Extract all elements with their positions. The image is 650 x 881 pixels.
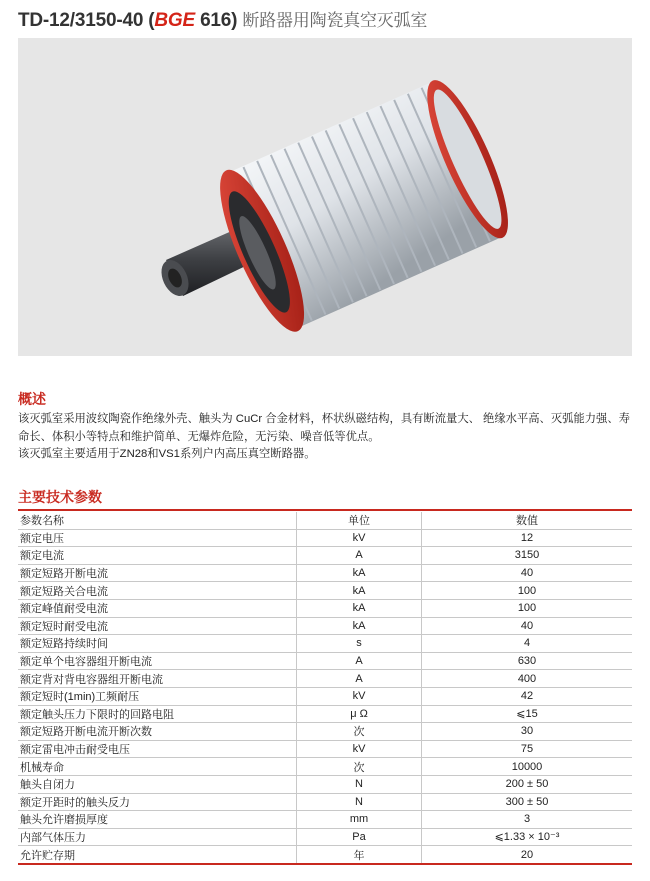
param-name-cell: 额定电流 xyxy=(18,547,297,565)
param-name-cell: 触头自闭力 xyxy=(18,775,297,793)
param-value-cell: 10000 xyxy=(422,758,633,776)
header-cell-unit: 单位 xyxy=(297,512,422,529)
param-value-cell: 40 xyxy=(422,617,633,635)
header-cell-name: 参数名称 xyxy=(18,512,297,529)
param-name-cell: 额定短时耐受电流 xyxy=(18,617,297,635)
table-top-rule xyxy=(18,509,632,511)
param-unit-cell: kV xyxy=(297,687,422,705)
param-name-cell: 额定短路开断电流 xyxy=(18,564,297,582)
param-unit-cell: A xyxy=(297,547,422,565)
param-value-cell: 75 xyxy=(422,740,633,758)
param-unit-cell: 年 xyxy=(297,846,422,864)
table-row xyxy=(18,529,632,547)
param-unit-cell: N xyxy=(297,775,422,793)
product-name: 断路器用陶瓷真空灭弧室 xyxy=(242,11,428,30)
param-value-cell: 4 xyxy=(422,635,633,653)
table-row xyxy=(18,811,632,829)
param-unit-cell: kA xyxy=(297,599,422,617)
param-value-cell: 40 xyxy=(422,564,633,582)
param-value-cell: 630 xyxy=(422,652,633,670)
param-name-cell: 额定峰值耐受电流 xyxy=(18,599,297,617)
table-row xyxy=(18,599,632,617)
model-label: TD-12/3150-40 ( xyxy=(18,10,155,31)
param-unit-cell: kA xyxy=(297,617,422,635)
param-name-cell: 机械寿命 xyxy=(18,758,297,776)
table-header-row xyxy=(18,512,632,529)
table-row xyxy=(18,564,632,582)
table-row xyxy=(18,670,632,688)
table-row xyxy=(18,547,632,565)
table-row xyxy=(18,775,632,793)
table-row xyxy=(18,652,632,670)
param-name-cell: 内部气体压力 xyxy=(18,828,297,846)
param-value-cell: 300 ± 50 xyxy=(422,793,633,811)
param-value-cell: 30 xyxy=(422,723,633,741)
param-unit-cell: A xyxy=(297,670,422,688)
param-value-cell: 20 xyxy=(422,846,633,864)
header-cell-value: 数值 xyxy=(422,512,633,529)
brand-logo-text: BGE xyxy=(154,10,195,31)
param-name-cell: 允许贮存期 xyxy=(18,846,297,864)
table-row xyxy=(18,617,632,635)
overview-paragraph: 该灭弧室主要适用于ZN28和VS1系列户内高压真空断路器。 xyxy=(18,448,316,460)
table-row xyxy=(18,793,632,811)
param-unit-cell: 次 xyxy=(297,758,422,776)
param-unit-cell: 次 xyxy=(297,723,422,741)
param-unit-cell: Pa xyxy=(297,828,422,846)
param-name-cell: 额定触头压力下限时的回路电阻 xyxy=(18,705,297,723)
param-name-cell: 额定开距时的触头反力 xyxy=(18,793,297,811)
table-row xyxy=(18,740,632,758)
params-heading: 主要技术参数 xyxy=(18,489,102,505)
model-code: 616) xyxy=(194,10,238,31)
param-value-cell: 100 xyxy=(422,582,633,600)
param-unit-cell: s xyxy=(297,635,422,653)
overview-text xyxy=(18,411,633,464)
param-name-cell: 额定单个电容器组开断电流 xyxy=(18,652,297,670)
table-row xyxy=(18,828,632,846)
param-unit-cell: μ Ω xyxy=(297,705,422,723)
vacuum-interrupter-illustration xyxy=(18,38,632,356)
param-unit-cell: kA xyxy=(297,582,422,600)
param-unit-cell: N xyxy=(297,793,422,811)
table-row xyxy=(18,758,632,776)
param-value-cell: 3150 xyxy=(422,547,633,565)
param-value-cell: 42 xyxy=(422,687,633,705)
param-value-cell: 200 ± 50 xyxy=(422,775,633,793)
page-title xyxy=(18,6,427,32)
param-value-cell: 12 xyxy=(422,529,633,547)
param-unit-cell: kV xyxy=(297,740,422,758)
param-value-cell: ⩽1.33 × 10⁻³ xyxy=(422,828,633,846)
param-name-cell: 额定短路持续时间 xyxy=(18,635,297,653)
param-unit-cell: kV xyxy=(297,529,422,547)
table-row xyxy=(18,723,632,741)
param-name-cell: 额定短路开断电流开断次数 xyxy=(18,723,297,741)
param-name-cell: 额定短时(1min)工频耐压 xyxy=(18,687,297,705)
table-row xyxy=(18,705,632,723)
param-unit-cell: A xyxy=(297,652,422,670)
param-unit-cell: kA xyxy=(297,564,422,582)
param-value-cell: 3 xyxy=(422,811,633,829)
param-value-cell: 400 xyxy=(422,670,633,688)
param-name-cell: 额定雷电冲击耐受电压 xyxy=(18,740,297,758)
overview-heading: 概述 xyxy=(18,391,46,407)
param-name-cell: 触头允许磨损厚度 xyxy=(18,811,297,829)
table-row xyxy=(18,846,632,864)
table-row xyxy=(18,582,632,600)
params-table xyxy=(18,512,632,865)
param-name-cell: 额定短路关合电流 xyxy=(18,582,297,600)
param-value-cell: 100 xyxy=(422,599,633,617)
param-name-cell: 额定电压 xyxy=(18,529,297,547)
param-unit-cell: mm xyxy=(297,811,422,829)
param-name-cell: 额定背对背电容器组开断电流 xyxy=(18,670,297,688)
product-photo xyxy=(18,38,632,356)
param-value-cell: ⩽15 xyxy=(422,705,633,723)
overview-paragraph: 该灭弧室采用波纹陶瓷作绝缘外壳、触头为 CuCr 合金材料，杯状纵磁结构，具有断流量大、 绝缘水平高、灭弧能力强、寿命长、体积小等特点和维护简单、无爆炸危险，无污染、噪音低等优点。 xyxy=(18,413,630,443)
table-row xyxy=(18,687,632,705)
table-row xyxy=(18,635,632,653)
